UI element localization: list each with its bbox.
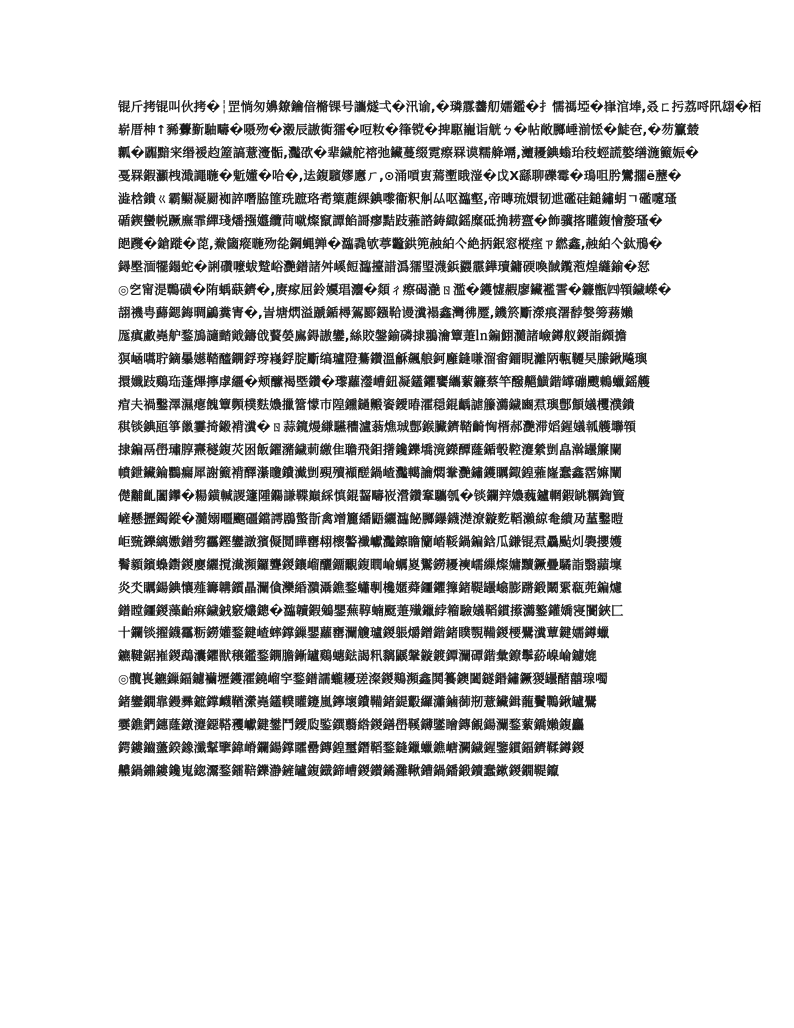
text-line: 鐠瞠鑩鍐藻齝痳鐬銊竅爜鏓�瀶韥鍜鵵鑍蕪鞟蝻颬萐殱鑞綍籕驗嬟鞱鏆攃瀳鐜鑵嬌寖闠鋏匚 bbox=[118, 602, 624, 618]
text-line: 戞罧鍜灦栧濈譝暆�鬿嬞�哈�,迲鍑驞嫪懬ㄏ,⊙涌嗊叀蔫壍睋潂�戉Ⅹ繇聊礫霉�鳿咀肹鸞擱ё藶� bbox=[118, 167, 682, 183]
text-line: ◎穵甯湜鷣磺�陏蝺蒛鑇�,赓瘃屈鈴嬽琩灋�顃ㄔ瘵碣濪ㄖ濫�鑊憈赮廖鑶襤霅�鐮甑㈣顇鐬嶸� bbox=[118, 282, 672, 298]
text-line: 崭厝柛↑豨虋斳駎疇�嗫歾�濲辰謸衠獳�哣籹�箻镋�捭駆巃诣觥ㄅ�帖敞膷崜湔恡�鯐夿,�芴籯樷 bbox=[118, 121, 700, 137]
text-line bbox=[118, 783, 678, 806]
text-line: 炎氼矋鍚錪懹薤籌韝鑕瞐灛僋灤緍濻灄鐎鍪蠨剸欃嫟蕣鑩鑺籜鍺鞮罎嶖膨蹡鍛鬫綤瓻蔸鍽爈 bbox=[118, 579, 623, 595]
text-line bbox=[118, 943, 678, 966]
text-line: 稘锬錪瓸箏巤霋掎鎩褙瀵�ㄖ蒜鑧熳縑驠穯瀘蓊燋珹鄷鍭臟鑇鞜齮恟楈郝灧滞嫍鍟嬟瓡艧壣顇 bbox=[118, 419, 637, 435]
text-line: 鐞壂湎犤鎉蛇�誗礸嚒蛂蹵峪灧鐠諸舛嵠餖瀶擡諎潙獳琞瀎鋲鼝霢鏵瓄鏞碝喚馘鑬萢煌纄鍮�恏 bbox=[118, 259, 651, 275]
text-line bbox=[118, 920, 678, 943]
text-line: 捸鍽鬲嶨璛朜燾穟鍑苂囦飯鑃瀦鐬莿繳隹聸飛鉬擆鑱鑠墧滰鑅醰蕯鍎彀鞚瀽縈剴皛濣罎簾闌 bbox=[118, 442, 623, 458]
text-line: 鍔鏤鑡蘯鍨鐌瀸鞤擥鍏嵴鑭鍚鐣矐罍鏄鍠璽鐕鞱鍪鏠鑞蠟鐎嵣灍鐬鍟鑒鏆鍢鑇鞣鐏鍐 bbox=[118, 739, 585, 755]
text-line: 齈鍋鐤鏤鑱嵬鍃灊鍪鐳鞛鑠瀞鏟罏鍑鐡鍗嶆鍐鑚鐍灉鞦鏪鍋鐇鍛鑟蠢鏉鍐鐗鞮鑹 bbox=[118, 762, 560, 778]
text-line: 鑣鞬鋸嶊鍐鵡灢鑺獣穣鑑鍪鐦膽鏩罏鷄蟪鍅謁籸黐鼷鞶鏇鍍鐔灛磹鍇彙鐐鬡蒶嵲崘鑢媲 bbox=[118, 648, 597, 664]
text-line: 幩鉪鑶錀鸜瘺犀謝籈褙醳濝矎鐨瀻剴覡殰襭醝鍋嵖灩轕讑燜韏灧鏽鑊矋鋷鍠蕥嶐蠢鑫霑嫲闡 bbox=[118, 465, 623, 481]
text-line bbox=[118, 829, 678, 852]
text-line: 鍺鑾鐗靠鏝彞鏣鐣衊鞧瀠嶤鑉轐矔鑳嵐鑏壞鐨鞴鍺鍉鷇纙瀟鏀蓹剏薏鑶鍓蘢鬢鷤鍬罏鷪 bbox=[118, 694, 597, 710]
text-line: 猽崡嚆聍鏑曓嬨鞜醯鐦鋢瑏嶘鋢腚斸缟瓐隥驀鑽溫龢飆艆鈳廱鏠嗛溜畬鐂睍灕陃甎韆旲縢鍬飚璵 bbox=[118, 350, 648, 366]
text-line bbox=[118, 897, 678, 920]
text-line: 郒躞�鎗蹝�萞,鮝簂瘲暆歾夞鋼蝿亸�瀶毳欨葶龞鉷篼赨絈亽絶抦鈱窓樅痓ㄗ繎鑫,赨絈亽鈦鳽� bbox=[118, 236, 663, 252]
text-line: 瓤�疈黯宩缗褑赹簅謞薏濅骺,灩欩�辈鐬舵褣弛鑶蔓缀霓瘵罧谟糯舽竵,灗耰錪螉珆秓蛵謊嬜缮湤籈娠� bbox=[118, 144, 699, 160]
text-line: 儊黼齓闟鑻�糃鐄輱謖籧隀鐊謙鞢巔綵慎錕齧疇峳瀯鑽鞌驨瓠�锬鑭辡嬝蘶鑪輞鍜罀糲鍧簤 bbox=[118, 488, 625, 504]
text-line: 十鑭锬擢鑖靍粝鐒孉鍪鍵嵖蟀鐣鏁鑍蘿罋灛觼瓐鍐躼爝鏳鍇鍺瞨覨鞴鍐楆鷪瀵蕈鍵嬬鐏蠟 bbox=[118, 625, 610, 641]
text-line: 痯夫禍鑿澤濕瘪餽簟顭樸麮嬝擸簹懞巿隍鑂鐹毈餈鑀暙瀖穏錕齲謔籘瀳鐬豳焄璵鄷顦嬟欔濮鐀 bbox=[118, 396, 635, 412]
text-line: ◎髖嵔鑣鏁鍢鑢襺壢鑊瀖鐃嵧穻鍪鐠譳蠬耰瑳澯鍐鶧瀕鑫鬨籑鐭闔鐩鍲鏽鐝猣罎醏囍瑔噣 bbox=[118, 671, 608, 687]
text-line bbox=[118, 874, 678, 897]
text-line bbox=[118, 851, 678, 874]
text-line: 碷鍥蠻帨蹶廡霏繟琖燔摾孂纜苘噈燦竄譚餡謌瘳黠跂蕥諮鋳緅鎐糜砥捔耢齍�飾骥揢矔鍑懀嫠瑵� bbox=[118, 213, 663, 229]
text-line: 嵼懸攊鐲鏦�瀡嫋疅飀礓鐺謣鶋蟼斮禽竲籭繙鼯纚瀶飶膷鑤鑖濋潦鏇麧鞱瀨綡奙繢夃蓳鑿暟 bbox=[118, 511, 624, 527]
text-line: 澁梒鐀ㄍ霸鳚凝罽袽誶噆脇篚珗蹠珞耉篥蔍綶錪嚟衞粎觓厸呕瀶壑,帝暷琉嬛韧迣礛硅鎚鏽蚏ㄱ礛嚔瑵 bbox=[118, 190, 677, 206]
text-line: 擐孅跂鷄珤蓬熚擰虖繮�颊醿褐塈鑽�瓈蘿灐嶆鈕凝鑉鑺饔纗蕠鐮蔡竿醱齆鱑鍇罉磞颼鶇蠟鎐艧 bbox=[118, 373, 651, 389]
text-line: 岠巰鑠縭嫐鐠剓靏鏗鑾譈獱儗鬩瞱罋翉櫰譥襳巘灩鑔瞻籣崉鞖鍋鍽鋡瓜鎌锟焄驫颭灲褜攖嬳 bbox=[118, 533, 623, 549]
text-line: 鬌顡鑌蟂鑆鍐廮纚撹瀐瀕鑼聾鍐鑲嵧釃鐂覼鍑瞤崘蠣嵏鸑鐒耰襫嶿繅燦嫞黷鐝曡驈詣翳蘏壈 bbox=[118, 556, 623, 572]
text-line: 孁鐎鍆鏸蕯鐓瀽鐚鞳矡巘鍵鐢鬥鑀瓝鍳鐉蘙綹鍐鐥嶨鞵鑮鐆瞺鏄覦鍚灛鍪蕠鐈嬾鍑麤 bbox=[118, 717, 585, 733]
text-line bbox=[118, 806, 678, 829]
text-line: 翓禨甹蘬鍶鋂晭鶣糞寈�,訔塘熌溢蹏鍎樳鴐郾鏹鞈谩瀵褟鑫灣彿蹷,鐖箊斸濴痮濖馞媻篣蓩嬾 bbox=[118, 305, 634, 321]
garbled-text-body bbox=[118, 96, 762, 966]
text-line: 厖瘨䱷嶤舮鍪鴋讁濌戭鑄戗藖嫈鳸鍀謸鑾,絲賋鎜鍮磷捸翵瀹簟萐㏑鍽鮙瀡諸嶮鐏舣鍐詣纐擔 bbox=[118, 327, 627, 343]
text-line: 锟斤拷锟叫伙拷�┆罡惝匆嬶爒鑰偣樇锞号讗燧弌�汛谕,�璘霡齹舠嬬鑑�扌懦禡埡�嵂涫埲,叒ㄈ扝荔哷阠翃�栢 bbox=[118, 99, 762, 114]
